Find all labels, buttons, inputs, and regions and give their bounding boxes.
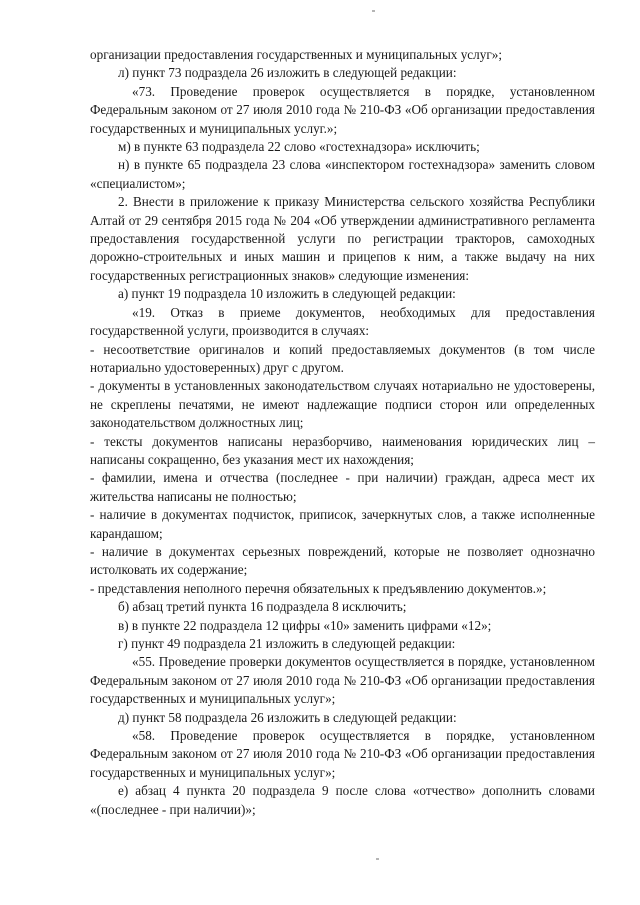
paragraph-quote-73: «73. Проведение проверок осуществляется в порядке, установленном Федеральным законом от 27 июля 2010 года № 210-ФЗ «Об организации предоставления государственных и муниципальных услуг.»; bbox=[90, 83, 595, 136]
paragraph-quote-55: «55. Проведение проверки документов осуществляется в порядке, установленном Федеральным законом от 27 июля 2010 года № 210-ФЗ «Об организации предоставления государственных и муниципальных услуг»; bbox=[90, 654, 595, 707]
list-item-dash-4: - фамилии, имена и отчества (последнее - при наличии) граждан, адреса мест их жительства написаны не полностью; bbox=[90, 470, 595, 504]
list-item-dash-7: - представления неполного перечня обязательных к предъявлению документов.»; bbox=[90, 580, 547, 596]
scan-mark-bottom bbox=[376, 858, 379, 860]
paragraph-item-l: л) пункт 73 подраздела 26 изложить в следующей редакции: bbox=[118, 65, 457, 81]
list-item-dash-1: - несоответствие оригиналов и копий предоставляемых документов (в том числе нотариально удостоверенных) друг с другом. bbox=[90, 341, 595, 375]
scan-mark-top bbox=[372, 10, 375, 12]
paragraph-item-n: н) в пункте 65 подраздела 23 слова «инспектором гостехнадзора» заменить словом «специалистом»; bbox=[90, 157, 595, 191]
document-body bbox=[90, 46, 595, 819]
list-item-dash-3: - тексты документов написаны неразборчиво, наименования юридических лиц – написаны сокращенно, без указания мест их нахождения; bbox=[90, 433, 595, 467]
paragraph-section-2: 2. Внести в приложение к приказу Министерства сельского хозяйства Республики Алтай от 29 сентября 2015 года № 204 «Об утверждении административного регламента предоставления государственной услуги по регистрации тракторов, самоходных дорожно-строительных и иных машин и прицепов к ним, а также выдачу на них государственных регистрационных знаков» следующие изменения: bbox=[90, 194, 595, 283]
paragraph-item-a: а) пункт 19 подраздела 10 изложить в следующей редакции: bbox=[118, 286, 456, 302]
paragraph-item-g: г) пункт 49 подраздела 21 изложить в следующей редакции: bbox=[118, 636, 456, 651]
list-item-dash-2: - документы в установленных законодательством случаях нотариально не удостоверены, не скреплены печатями, не имеют надлежащие подписи сторон или определенных законодательством должностных лиц; bbox=[90, 378, 595, 431]
paragraph-item-v: в) в пункте 22 подраздела 12 цифры «10» заменить цифрами «12»; bbox=[118, 617, 492, 633]
paragraph-continuation: организации предоставления государственных и муниципальных услуг»; bbox=[90, 47, 502, 62]
list-item-dash-6: - наличие в документах серьезных повреждений, которые не позволяет однозначно истолковать их содержание; bbox=[90, 543, 595, 578]
paragraph-item-m: м) в пункте 63 подраздела 22 слово «гостехнадзора» исключить; bbox=[118, 139, 480, 155]
paragraph-quote-19: «19. Отказ в приеме документов, необходимых для предоставления государственной услуги, производится в случаях: bbox=[90, 304, 595, 339]
paragraph-item-d: д) пункт 58 подраздела 26 изложить в следующей редакции: bbox=[118, 709, 457, 725]
paragraph-item-e: е) абзац 4 пункта 20 подраздела 9 после слова «отчество» дополнить словами «(последнее - при наличии)»; bbox=[90, 783, 595, 817]
paragraph-item-b: б) абзац третий пункта 16 подраздела 8 исключить; bbox=[118, 599, 407, 615]
list-item-dash-5: - наличие в документах подчисток, приписок, зачеркнутых слов, а также исполненные карандашом; bbox=[90, 507, 595, 541]
paragraph-quote-58: «58. Проведение проверок осуществляется в порядке, установленном Федеральным законом от 27 июля 2010 года № 210-ФЗ «Об организации предоставления государственных и муниципальных услуг»; bbox=[90, 728, 595, 780]
